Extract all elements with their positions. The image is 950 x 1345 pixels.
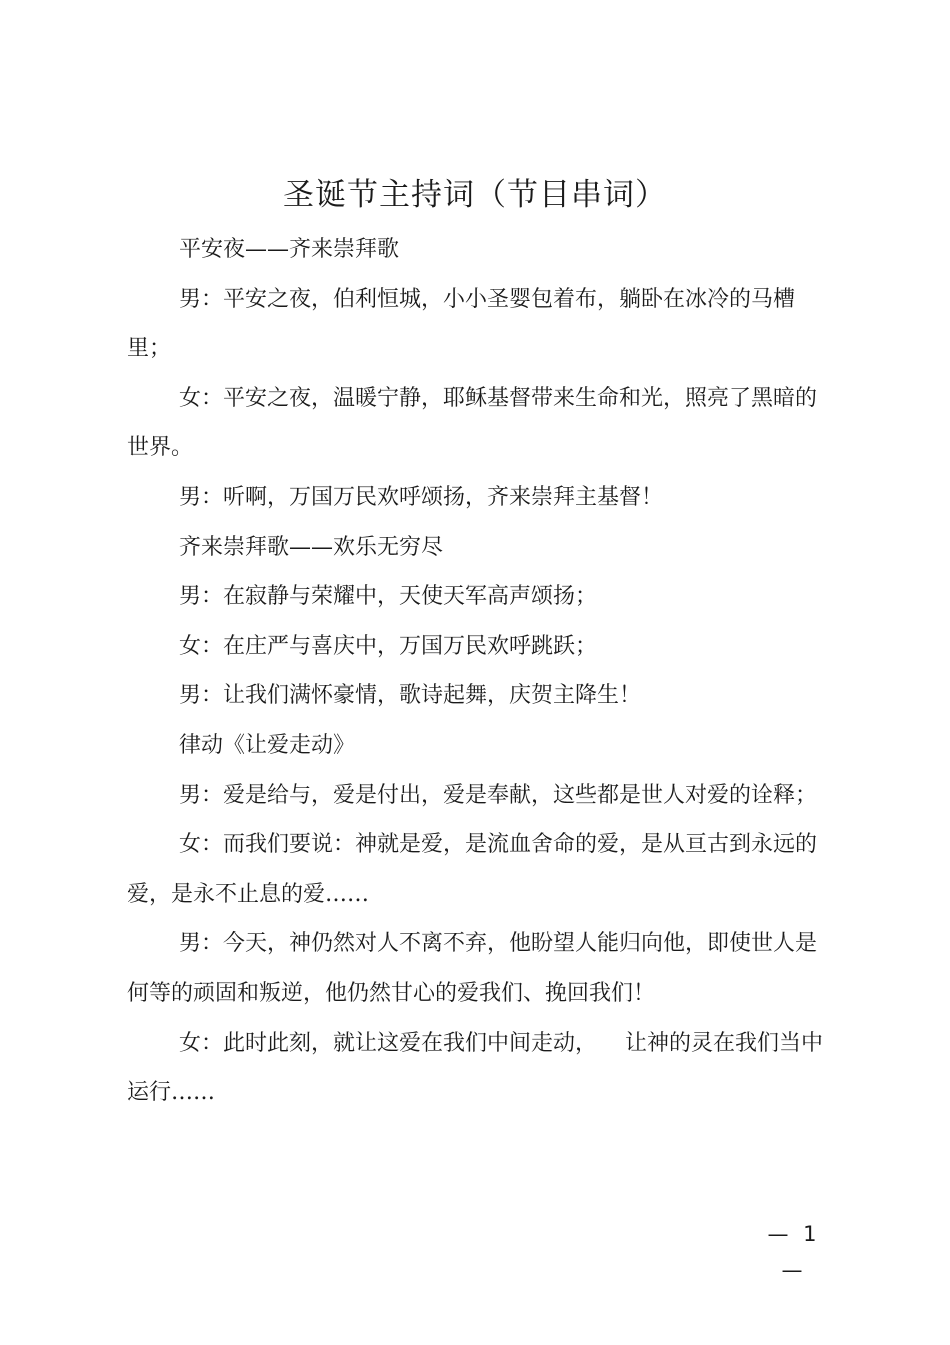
paragraph-4: 男：听啊，万国万民欢呼颂扬，齐来崇拜主基督！ [179, 484, 664, 510]
paragraph-11: 女：而我们要说：神就是爱，是流血舍命的爱，是从亘古到永远的爱，是永不止息的爱…… [127, 832, 818, 907]
document-body [127, 225, 827, 1118]
page-number: — 1 — [767, 1222, 821, 1282]
paragraph-13: 女：此时此刻，就让这爱在我们中间走动， 让神的灵在我们当中运行…… [127, 1030, 823, 1106]
paragraph-9: 律动《让爱走动》 [179, 732, 356, 758]
paragraph-8: 男：让我们满怀豪情，歌诗起舞，庆贺主降生！ [179, 683, 642, 709]
paragraph-1: 平安夜——齐来崇拜歌 [179, 237, 400, 262]
paragraph-6: 男：在寂静与荣耀中，天使天军高声颂扬； [179, 584, 598, 610]
paragraph-7: 女：在庄严与喜庆中，万国万民欢呼跳跃； [179, 633, 598, 659]
paragraph-10: 男：爱是给与，爱是付出，爱是奉献，这些都是世人对爱的诠释； [179, 782, 818, 808]
page-title: 圣诞节主持词（节目串词） [283, 177, 667, 213]
paragraph-12: 男：今天，神仍然对人不离不弃，他盼望人能归向他，即使世人是何等的顽固和叛逆，他仍然甘心的爱我们、挽回我们！ [127, 931, 818, 1006]
paragraph-2: 男：平安之夜，伯利恒城，小小圣婴包着布，躺卧在冰冷的马槽里； [127, 286, 796, 362]
paragraph-5: 齐来崇拜歌——欢乐无穷尽 [179, 534, 444, 560]
paragraph-3: 女：平安之夜，温暖宁静，耶稣基督带来生命和光，照亮了黑暗的世界。 [127, 385, 818, 461]
